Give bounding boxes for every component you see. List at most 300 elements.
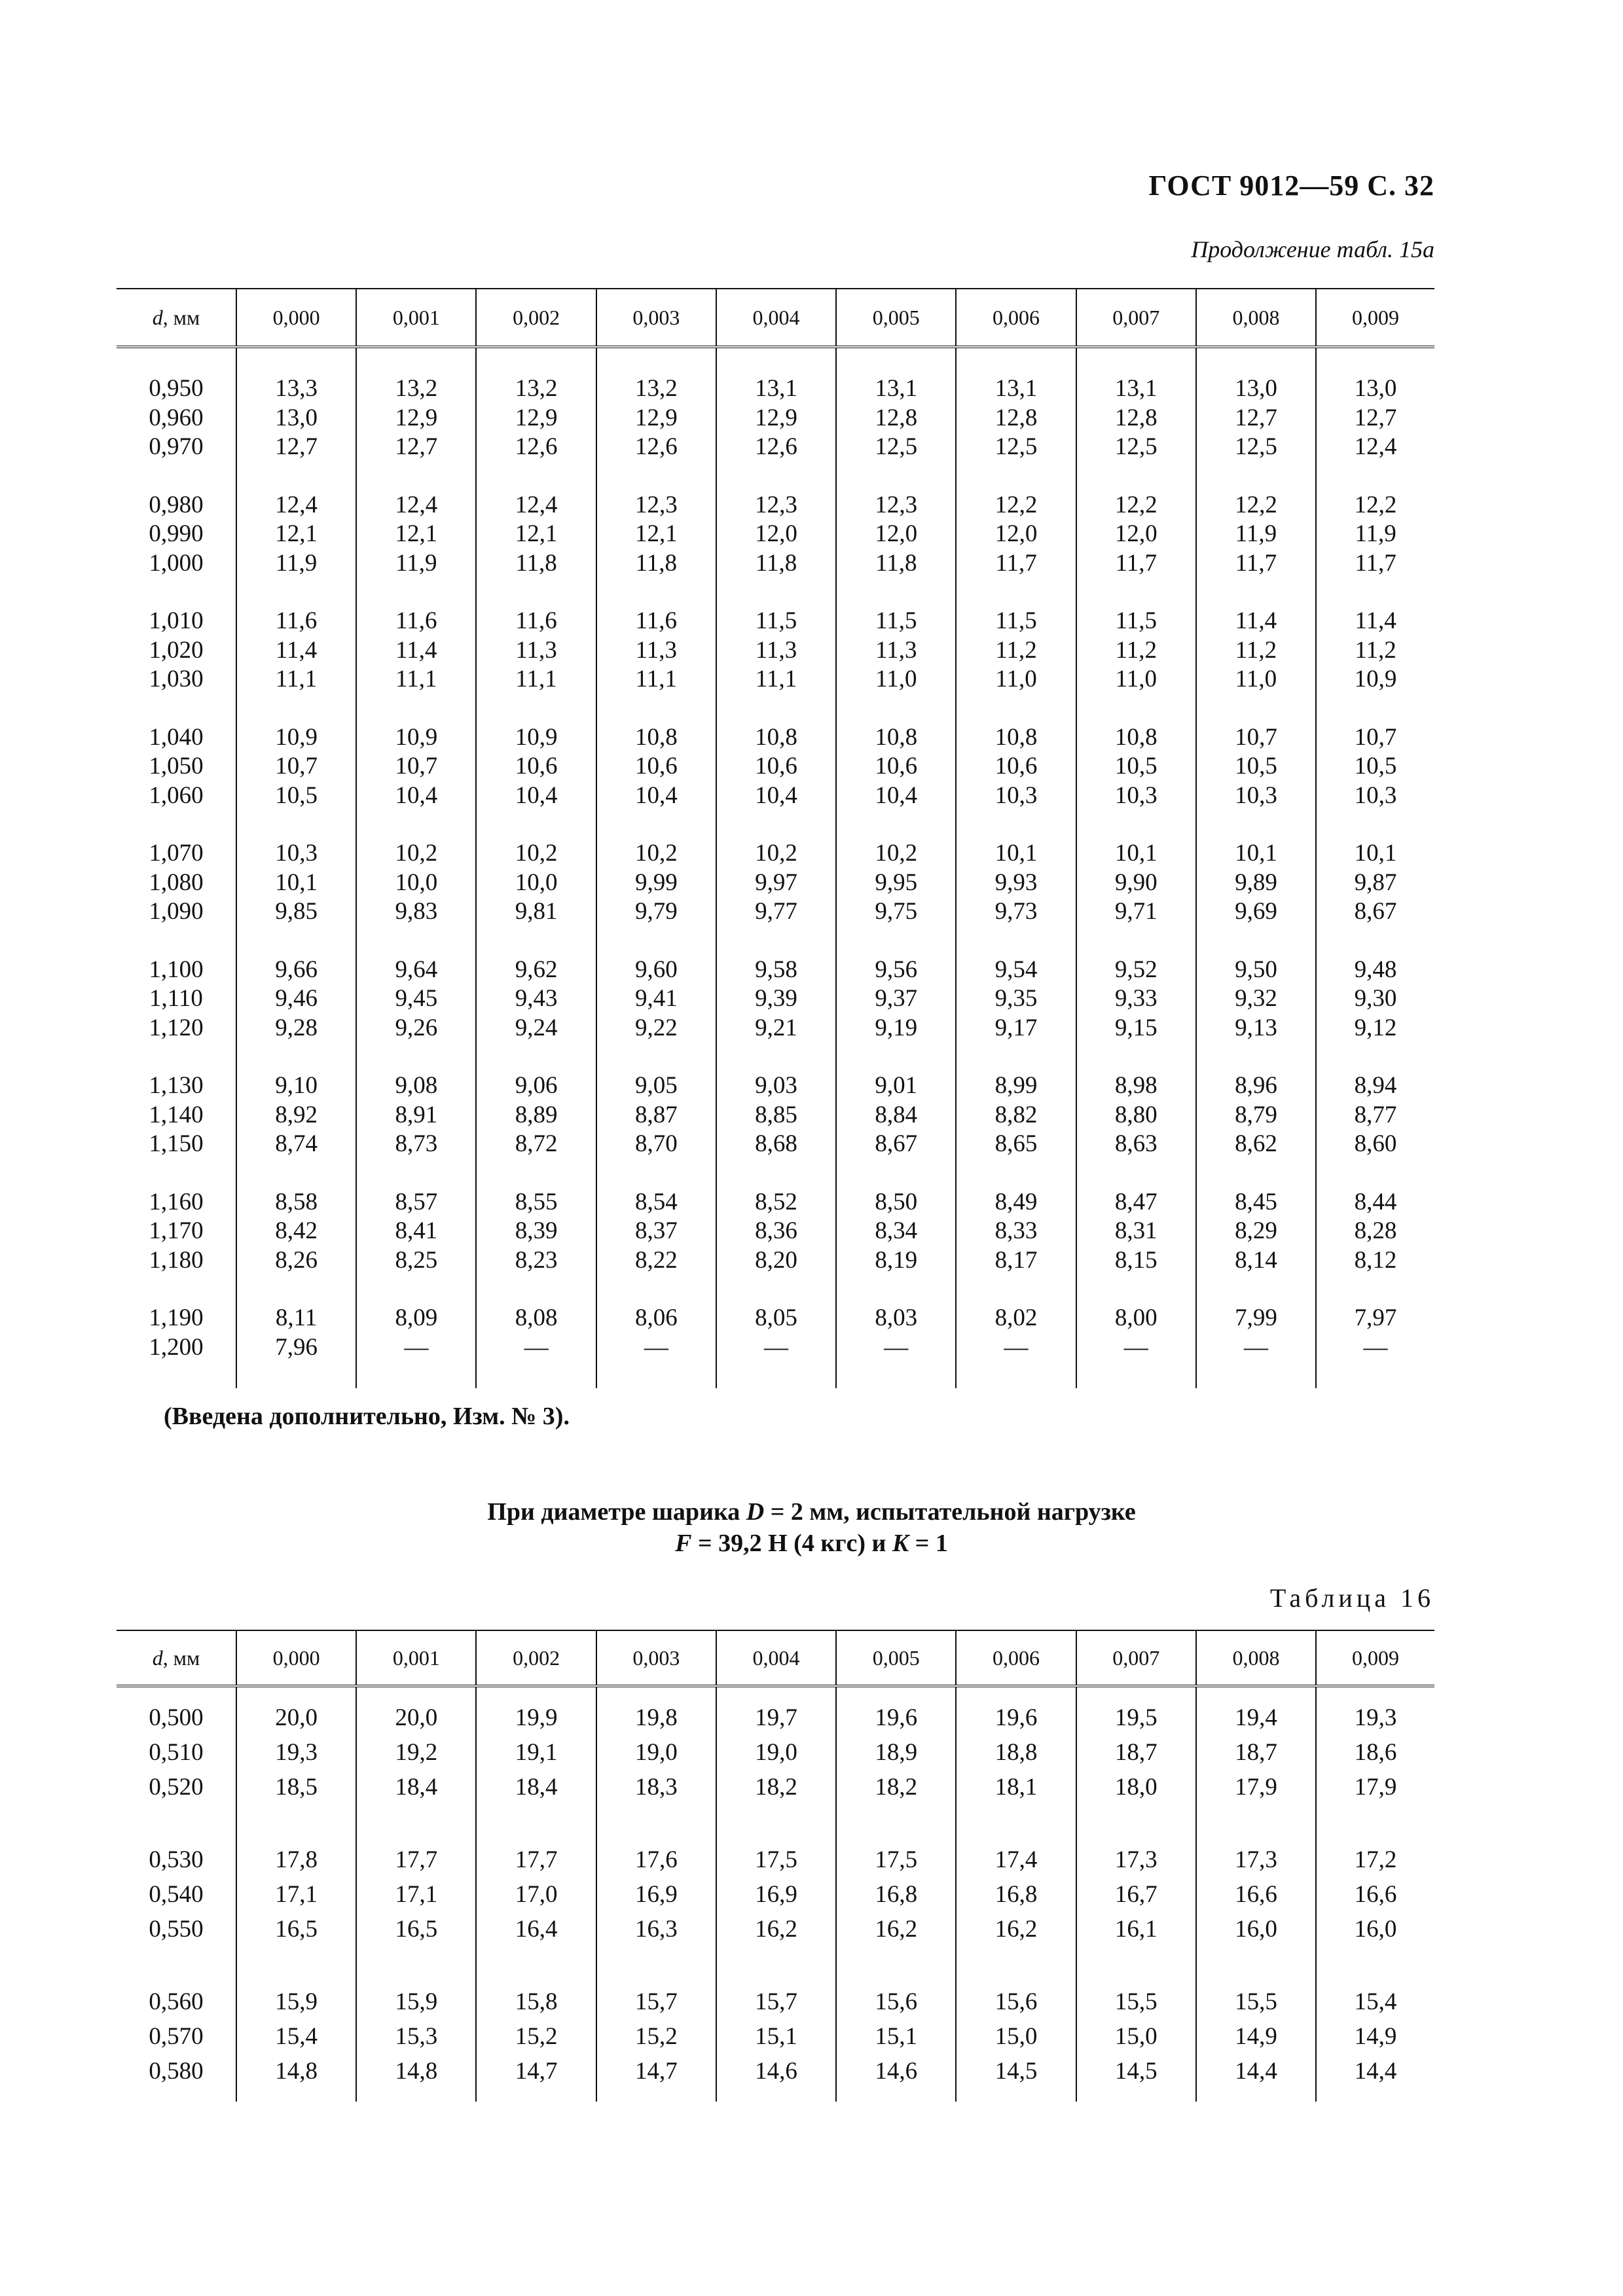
cell-text: 15,5 14,9 14,4 [1235, 1988, 1277, 2085]
cell-d [117, 1981, 236, 2102]
cell-text: 15,8 15,2 14,7 [515, 1988, 558, 2085]
cell-text: 0,530 0,540 0,550 [149, 1846, 204, 1943]
cell-text: 9,62 9,43 9,24 [515, 956, 558, 1041]
cell-text: 8,55 8,39 8,23 [515, 1188, 558, 1274]
cell-text: 13,0 12,7 12,5 [1235, 375, 1277, 460]
cell-text: 10,2 9,95 9,75 [875, 840, 918, 925]
cell-value [1316, 588, 1434, 705]
cell-text: 8,02 — [994, 1304, 1038, 1361]
cell-text: 10,2 9,99 9,79 [634, 840, 678, 925]
caption-variable-k: K [892, 1530, 909, 1557]
cell-text: 12,4 12,1 11,9 [275, 491, 318, 577]
cell-text: 12,2 11,9 11,7 [1235, 491, 1277, 577]
cell-value [476, 1053, 596, 1170]
cell-value [356, 1686, 476, 1839]
cell-value [1076, 1686, 1196, 1839]
cell-text: 17,6 16,9 16,3 [634, 1846, 678, 1943]
cell-text: 9,08 8,91 8,73 [395, 1072, 438, 1157]
cell-value [1196, 1686, 1316, 1839]
cell-text: 9,66 9,46 9,28 [275, 956, 318, 1041]
cell-text: 11,5 11,2 11,0 [1115, 607, 1157, 692]
cell-text: 8,45 8,29 8,14 [1235, 1188, 1277, 1274]
cell-value [596, 705, 716, 821]
cell-text: 8,08 — [515, 1304, 558, 1361]
cell-value [1316, 937, 1434, 1054]
cell-value [716, 1981, 836, 2102]
cell-text: 9,06 8,89 8,72 [515, 1072, 558, 1157]
page-header: ГОСТ 9012—59 С. 32 [1148, 170, 1434, 202]
cell-d [117, 1053, 236, 1170]
cell-value [1076, 1170, 1196, 1286]
cell-value [716, 1170, 836, 1286]
cell-text: 13,2 12,9 12,6 [515, 375, 558, 460]
cell-value [476, 1686, 596, 1839]
cell-value [956, 1053, 1076, 1170]
column-header-d: d, мм [117, 289, 236, 347]
cell-text: 0,560 0,570 0,580 [149, 1988, 204, 2085]
cell-d [117, 1686, 236, 1839]
cell-text: 1,010 1,020 1,030 [149, 607, 204, 692]
table-row-group [117, 705, 1434, 821]
cell-text: 8,52 8,36 8,20 [755, 1188, 797, 1274]
cell-value [836, 1170, 956, 1286]
column-header: 0,006 [956, 289, 1076, 347]
cell-value [1316, 473, 1434, 589]
cell-text: 1,070 1,080 1,090 [149, 840, 204, 925]
column-header: 0,001 [356, 1630, 476, 1686]
cell-value [1196, 1981, 1316, 2102]
cell-value [1196, 1170, 1316, 1286]
cell-value [236, 1170, 356, 1286]
cell-value [1196, 473, 1316, 589]
cell-text: 15,7 15,1 14,6 [755, 1988, 797, 2085]
table-row-group [117, 1170, 1434, 1286]
table-row-group [117, 1839, 1434, 1981]
cell-text: 17,7 17,0 16,4 [515, 1846, 558, 1943]
cell-value [236, 1285, 356, 1388]
cell-value [236, 1686, 356, 1839]
cell-text: 15,4 14,9 14,4 [1354, 1988, 1397, 2085]
cell-text: 8,06 — [634, 1304, 678, 1361]
cell-value [476, 705, 596, 821]
table-row-group [117, 821, 1434, 937]
cell-value [1076, 1285, 1196, 1388]
cell-text: 13,0 12,7 12,4 [1354, 375, 1397, 460]
cell-value [596, 821, 716, 937]
cell-text: 15,9 15,4 14,8 [275, 1988, 318, 2085]
cell-value [356, 1053, 476, 1170]
cell-value [836, 1981, 956, 2102]
cell-value [1076, 937, 1196, 1054]
cell-text: 9,48 9,30 9,12 [1354, 956, 1397, 1041]
cell-value [476, 1839, 596, 1981]
table-row-group [117, 1053, 1434, 1170]
cell-text: 12,2 11,9 11,7 [1354, 491, 1397, 577]
cell-text: 7,97 — [1354, 1304, 1397, 1361]
cell-text: 11,5 11,2 11,0 [995, 607, 1037, 692]
cell-text: 8,54 8,37 8,22 [634, 1188, 678, 1274]
table-16-label: Таблица 16 [1269, 1583, 1434, 1613]
cell-text: 19,4 18,7 17,9 [1235, 1704, 1277, 1801]
column-header: 0,008 [1196, 289, 1316, 347]
caption-line-2 [0, 1528, 1623, 1559]
column-header: 0,009 [1316, 1630, 1434, 1686]
cell-text: 1,100 1,110 1,120 [149, 956, 204, 1041]
cell-value [236, 821, 356, 937]
cell-value [836, 937, 956, 1054]
column-header: 0,008 [1196, 1630, 1316, 1686]
cell-text: 15,9 15,3 14,8 [395, 1988, 438, 2085]
cell-text: 13,2 12,9 12,6 [634, 375, 678, 460]
cell-value [356, 821, 476, 937]
column-header: 0,003 [596, 1630, 716, 1686]
cell-text: 12,4 12,1 11,9 [395, 491, 438, 577]
cell-text: 12,3 12,0 11,8 [755, 491, 797, 577]
cell-text: 10,8 10,6 10,4 [634, 723, 678, 809]
cell-value [836, 1686, 956, 1839]
cell-text: 15,7 15,2 14,7 [634, 1988, 678, 2085]
cell-value [956, 347, 1076, 473]
cell-text: 10,3 10,1 9,85 [275, 840, 318, 925]
cell-text: 11,6 11,3 11,1 [635, 607, 678, 692]
column-header: 0,002 [476, 289, 596, 347]
cell-value [1196, 705, 1316, 821]
table-row-group [117, 1981, 1434, 2102]
cell-value [356, 1285, 476, 1388]
table-15a [117, 288, 1434, 1388]
cell-text: 9,60 9,41 9,22 [634, 956, 678, 1041]
column-header: 0,005 [836, 1630, 956, 1686]
cell-text: 19,9 19,1 18,4 [515, 1704, 558, 1801]
cell-d [117, 1285, 236, 1388]
cell-value [1316, 1170, 1434, 1286]
cell-value [836, 588, 956, 705]
table-row-group [117, 347, 1434, 473]
caption-line-1 [0, 1496, 1623, 1528]
cell-value [476, 821, 596, 937]
column-header: 0,003 [596, 289, 716, 347]
cell-text: 1,160 1,170 1,180 [149, 1188, 204, 1274]
cell-text: 8,49 8,33 8,17 [994, 1188, 1038, 1274]
table-16 [117, 1630, 1434, 2102]
column-header: 0,001 [356, 289, 476, 347]
cell-text: 8,57 8,41 8,25 [395, 1188, 438, 1274]
cell-text: 9,10 8,92 8,74 [275, 1072, 318, 1157]
cell-value [596, 937, 716, 1054]
cell-text: 10,9 10,7 10,5 [275, 723, 318, 809]
cell-value [1196, 347, 1316, 473]
cell-d [117, 588, 236, 705]
cell-value [1076, 1981, 1196, 2102]
cell-value [1316, 1686, 1434, 1839]
cell-value [716, 1839, 836, 1981]
cell-text: 8,98 8,80 8,63 [1114, 1072, 1158, 1157]
amendment-note: (Введена дополнительно, Изм. № 3). [164, 1403, 570, 1430]
cell-value [716, 1686, 836, 1839]
table-continuation-label: Продолжение табл. 15а [1191, 236, 1434, 262]
cell-value [956, 705, 1076, 821]
cell-value [716, 473, 836, 589]
cell-value [236, 588, 356, 705]
cell-text: 10,2 10,0 9,81 [515, 840, 558, 925]
cell-text: 10,8 10,6 10,4 [755, 723, 797, 809]
cell-text: 9,01 8,84 8,67 [875, 1072, 918, 1157]
cell-text: 1,190 1,200 [149, 1304, 204, 1361]
cell-value [956, 1981, 1076, 2102]
cell-value [956, 937, 1076, 1054]
cell-text: 10,9 10,6 10,4 [515, 723, 558, 809]
cell-text: 10,1 9,90 9,71 [1114, 840, 1158, 925]
cell-value [1196, 821, 1316, 937]
cell-text: 11,6 11,4 11,1 [395, 607, 437, 692]
cell-text: 15,6 15,0 14,5 [994, 1988, 1038, 2085]
column-header: 0,000 [236, 289, 356, 347]
cell-text: 1,130 1,140 1,150 [149, 1072, 204, 1157]
cell-text: 9,03 8,85 8,68 [755, 1072, 797, 1157]
cell-value [1316, 347, 1434, 473]
cell-text: 11,4 11,2 11,0 [1235, 607, 1277, 692]
cell-text: 13,2 12,9 12,7 [395, 375, 438, 460]
cell-value [1196, 588, 1316, 705]
column-header: 0,007 [1076, 1630, 1196, 1686]
cell-value [1196, 937, 1316, 1054]
cell-value [596, 1981, 716, 2102]
cell-value [476, 1170, 596, 1286]
cell-text: 20,0 19,2 18,4 [395, 1704, 438, 1801]
cell-value [1076, 473, 1196, 589]
cell-value [1316, 1839, 1434, 1981]
cell-text: 12,3 12,1 11,8 [634, 491, 678, 577]
cell-text: 19,6 18,8 18,1 [994, 1704, 1038, 1801]
cell-text: 15,5 15,0 14,5 [1114, 1988, 1158, 2085]
cell-value [596, 1170, 716, 1286]
cell-value [356, 473, 476, 589]
cell-text: 12,2 12,0 11,7 [994, 491, 1038, 577]
column-header: 0,005 [836, 289, 956, 347]
cell-value [1076, 705, 1196, 821]
cell-text: 9,50 9,32 9,13 [1235, 956, 1277, 1041]
cell-value [1196, 1839, 1316, 1981]
cell-value [956, 473, 1076, 589]
cell-value [1316, 1285, 1434, 1388]
cell-text: 13,1 12,8 12,5 [1114, 375, 1158, 460]
cell-value [476, 588, 596, 705]
cell-value [596, 1686, 716, 1839]
cell-text: 10,8 10,6 10,4 [875, 723, 918, 809]
cell-value [956, 821, 1076, 937]
cell-text: 11,4 11,2 10,9 [1354, 607, 1397, 692]
table-header-row [117, 289, 1434, 347]
cell-text: 10,2 9,97 9,77 [755, 840, 797, 925]
cell-text: 7,99 — [1235, 1304, 1277, 1361]
cell-text: 11,5 11,3 11,0 [875, 607, 917, 692]
cell-text: 8,11 7,96 [275, 1304, 318, 1361]
cell-text: 8,96 8,79 8,62 [1235, 1072, 1277, 1157]
cell-text: 8,47 8,31 8,15 [1114, 1188, 1158, 1274]
caption-text: = 2 мм, испытательной нагрузке [764, 1498, 1136, 1526]
cell-value [716, 588, 836, 705]
cell-value [956, 1686, 1076, 1839]
cell-value [956, 1839, 1076, 1981]
cell-text: 19,5 18,7 18,0 [1114, 1704, 1158, 1801]
cell-value [836, 1839, 956, 1981]
caption-text: При диаметре шарика [487, 1498, 746, 1526]
cell-value [1316, 1053, 1434, 1170]
cell-value [476, 1981, 596, 2102]
cell-text: 12,2 12,0 11,7 [1114, 491, 1158, 577]
cell-value [476, 1285, 596, 1388]
cell-value [716, 1053, 836, 1170]
cell-value [716, 705, 836, 821]
cell-text: 19,6 18,9 18,2 [875, 1704, 918, 1801]
cell-text: 9,56 9,37 9,19 [875, 956, 918, 1041]
cell-value [1196, 1285, 1316, 1388]
cell-text: 10,7 10,5 10,3 [1354, 723, 1397, 809]
cell-value [596, 1285, 716, 1388]
cell-value [1316, 1981, 1434, 2102]
cell-value [836, 473, 956, 589]
cell-value [596, 347, 716, 473]
cell-value [236, 1839, 356, 1981]
cell-text: 9,54 9,35 9,17 [994, 956, 1038, 1041]
cell-value [356, 705, 476, 821]
cell-text: 8,50 8,34 8,19 [875, 1188, 918, 1274]
cell-value [956, 1285, 1076, 1388]
cell-text: 13,1 12,8 12,5 [994, 375, 1038, 460]
column-header: 0,006 [956, 1630, 1076, 1686]
cell-value [236, 1981, 356, 2102]
cell-text: 10,8 10,5 10,3 [1114, 723, 1158, 809]
cell-text: 9,58 9,39 9,21 [755, 956, 797, 1041]
cell-d [117, 473, 236, 589]
cell-text: 17,2 16,6 16,0 [1354, 1846, 1397, 1943]
cell-value [1316, 705, 1434, 821]
column-header-d: d, мм [117, 1630, 236, 1686]
cell-text: 19,8 19,0 18,3 [634, 1704, 678, 1801]
column-header: 0,002 [476, 1630, 596, 1686]
cell-text: 9,64 9,45 9,26 [395, 956, 438, 1041]
cell-text: 17,5 16,8 16,2 [875, 1846, 918, 1943]
cell-value [356, 347, 476, 473]
cell-value [1076, 588, 1196, 705]
cell-text: 19,7 19,0 18,2 [755, 1704, 797, 1801]
cell-text: 10,2 10,0 9,83 [395, 840, 438, 925]
cell-value [596, 1839, 716, 1981]
cell-value [356, 937, 476, 1054]
cell-value [716, 821, 836, 937]
cell-value [476, 937, 596, 1054]
cell-value [836, 1285, 956, 1388]
cell-d [117, 821, 236, 937]
cell-text: 0,980 0,990 1,000 [149, 491, 204, 577]
cell-d [117, 347, 236, 473]
cell-text: 13,1 12,8 12,5 [875, 375, 918, 460]
cell-d [117, 705, 236, 821]
cell-text: 12,3 12,0 11,8 [875, 491, 918, 577]
cell-text: 8,58 8,42 8,26 [275, 1188, 318, 1274]
cell-text: 17,4 16,8 16,2 [994, 1846, 1038, 1943]
table-16-caption [0, 1496, 1623, 1559]
cell-text: 17,3 16,7 16,1 [1114, 1846, 1158, 1943]
cell-value [596, 473, 716, 589]
column-header: 0,009 [1316, 289, 1434, 347]
cell-text: 8,94 8,77 8,60 [1354, 1072, 1397, 1157]
cell-text: 11,6 11,3 11,1 [515, 607, 557, 692]
cell-value [356, 1170, 476, 1286]
cell-value [836, 347, 956, 473]
cell-value [596, 1053, 716, 1170]
cell-value [596, 588, 716, 705]
cell-text: 17,7 17,1 16,5 [395, 1846, 438, 1943]
cell-text: 9,52 9,33 9,15 [1114, 956, 1158, 1041]
caption-variable-f: F [675, 1530, 692, 1557]
cell-value [356, 1839, 476, 1981]
column-header: 0,007 [1076, 289, 1196, 347]
column-header: 0,004 [716, 1630, 836, 1686]
cell-text: 1,040 1,050 1,060 [149, 723, 204, 809]
cell-value [1076, 1053, 1196, 1170]
cell-value [236, 1053, 356, 1170]
cell-value [836, 821, 956, 937]
cell-d [117, 937, 236, 1054]
cell-d [117, 1839, 236, 1981]
table-row-group [117, 1686, 1434, 1839]
cell-text: 11,6 11,4 11,1 [275, 607, 318, 692]
cell-text: 11,5 11,3 11,1 [755, 607, 797, 692]
cell-text: 0,500 0,510 0,520 [149, 1704, 204, 1801]
cell-value [1076, 1839, 1196, 1981]
cell-value [956, 588, 1076, 705]
cell-text: 13,3 13,0 12,7 [275, 375, 318, 460]
cell-value [476, 473, 596, 589]
cell-value [716, 937, 836, 1054]
cell-text: 12,4 12,1 11,8 [515, 491, 558, 577]
cell-text: 10,7 10,5 10,3 [1235, 723, 1277, 809]
cell-text: 15,6 15,1 14,6 [875, 1988, 918, 2085]
cell-value [716, 1285, 836, 1388]
cell-value [1076, 347, 1196, 473]
cell-text: 8,03 — [875, 1304, 918, 1361]
cell-value [356, 588, 476, 705]
cell-text: 8,99 8,82 8,65 [994, 1072, 1038, 1157]
cell-text: 10,9 10,7 10,4 [395, 723, 438, 809]
cell-value [1076, 821, 1196, 937]
table-row-group [117, 473, 1434, 589]
cell-value [956, 1170, 1076, 1286]
cell-text: 10,1 9,93 9,73 [994, 840, 1038, 925]
cell-value [236, 347, 356, 473]
cell-text: 8,00 — [1114, 1304, 1158, 1361]
column-header: 0,004 [716, 289, 836, 347]
cell-text: 17,3 16,6 16,0 [1235, 1846, 1277, 1943]
cell-text: 10,8 10,6 10,3 [994, 723, 1038, 809]
table-header-row [117, 1630, 1434, 1686]
cell-value [356, 1981, 476, 2102]
cell-value [236, 473, 356, 589]
cell-text: 13,1 12,9 12,6 [755, 375, 797, 460]
cell-text: 17,5 16,9 16,2 [755, 1846, 797, 1943]
column-header: 0,000 [236, 1630, 356, 1686]
cell-value [476, 347, 596, 473]
cell-text: 8,05 — [755, 1304, 797, 1361]
cell-text: 0,950 0,960 0,970 [149, 375, 204, 460]
cell-text: 10,1 9,89 9,69 [1235, 840, 1277, 925]
table-row-group [117, 937, 1434, 1054]
cell-text: 19,3 18,6 17,9 [1354, 1704, 1397, 1801]
table-row-group [117, 588, 1434, 705]
cell-value [236, 937, 356, 1054]
cell-value [236, 705, 356, 821]
